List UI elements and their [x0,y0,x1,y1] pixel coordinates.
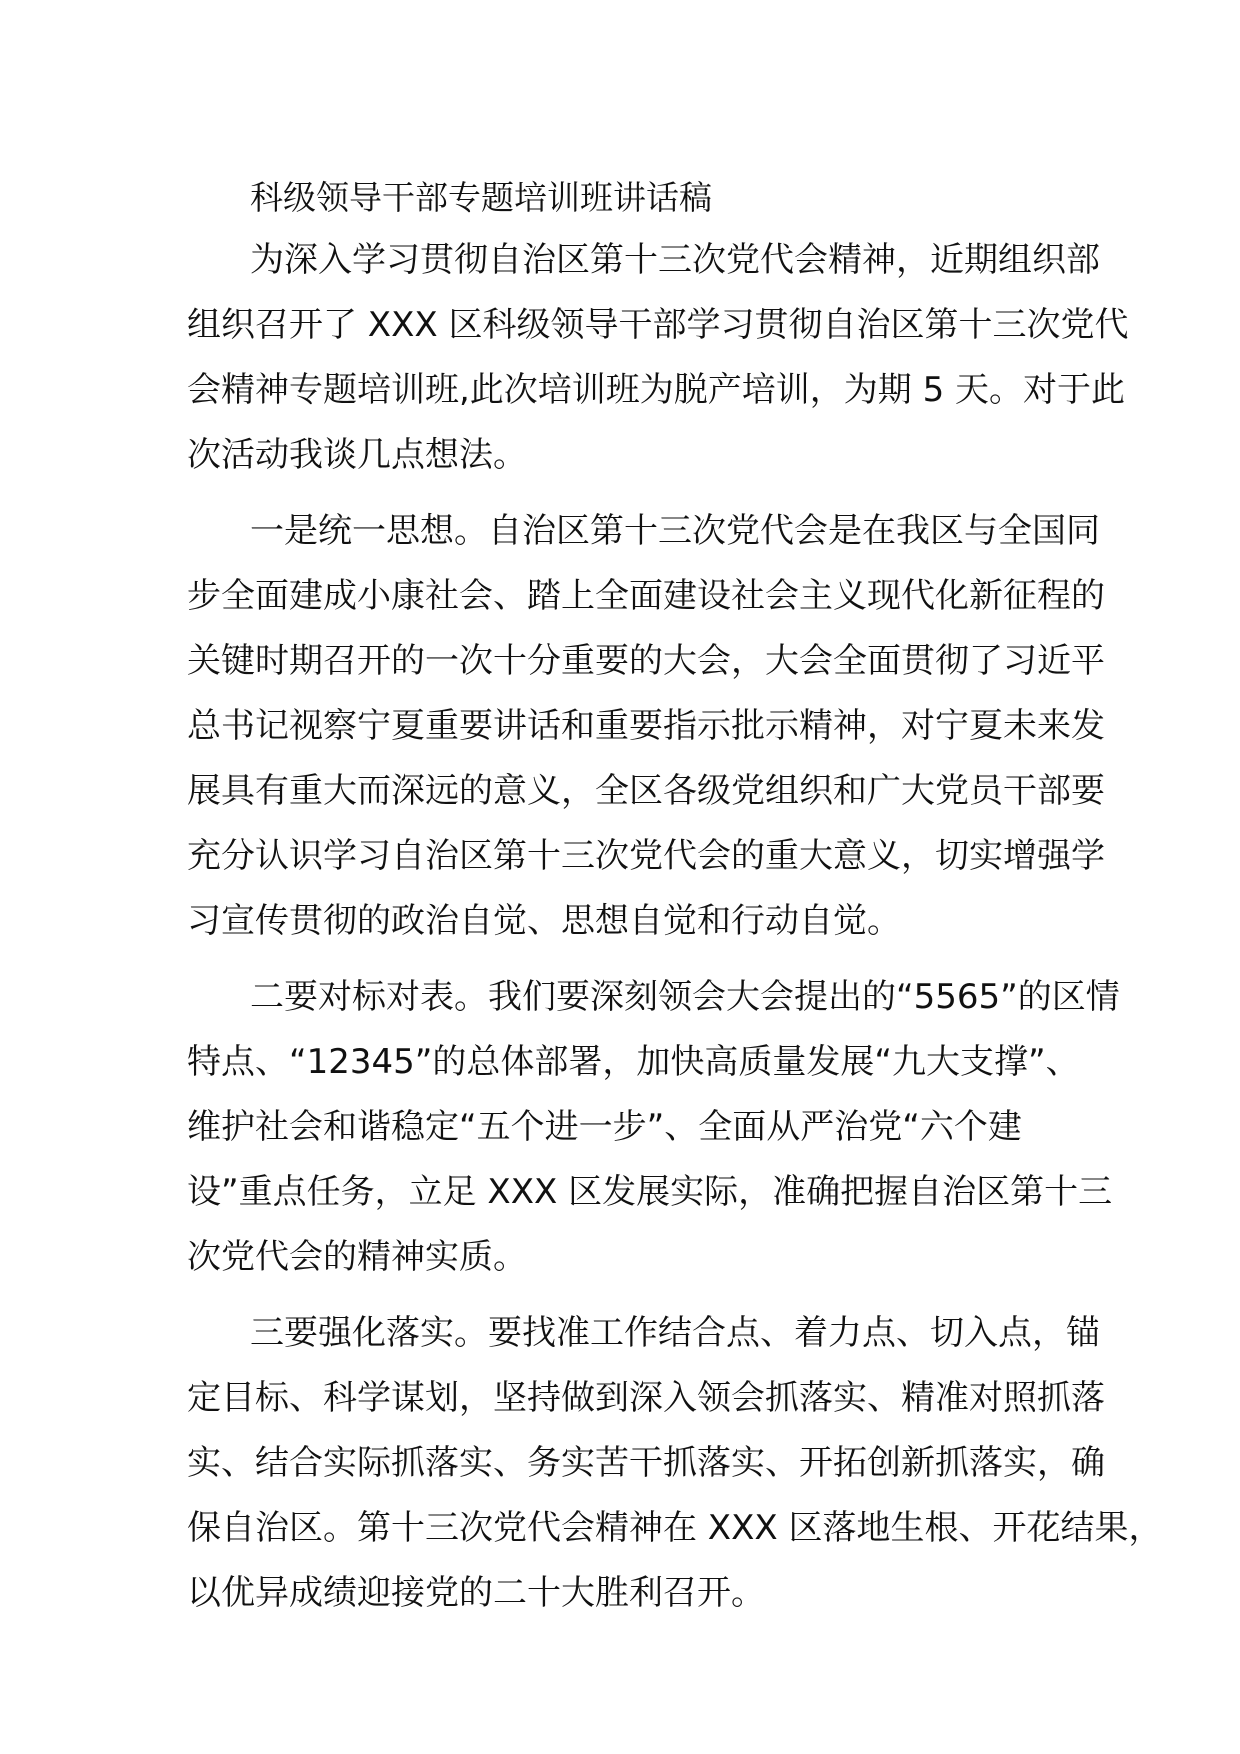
paragraph-3 [187,965,1120,1290]
paragraph-line: 充分认识学习自治区第十三次党代会的重大意义，切实增强学 [187,836,1105,876]
paragraph-line: 会精神专题培训班,此次培训班为脱产培训，为期 5 天。对于此 [187,370,1126,410]
paragraph-line: 展具有重大而深远的意义，全区各级党组织和广大党员干部要 [187,771,1105,811]
paragraph-line: 总书记视察宁夏重要讲话和重要指示批示精神，对宁夏未来发 [187,706,1105,746]
paragraph-1 [187,228,1129,488]
document-body [187,168,1163,1626]
paragraph-line: 定目标、科学谋划，坚持做到深入领会抓落实、精准对照抓落 [187,1378,1105,1418]
paragraph-line: 二要对标对表。我们要深刻领会大会提出的“5565”的区情 [250,977,1120,1017]
paragraph-line: 次党代会的精神实质。 [187,1237,527,1277]
paragraph-4 [187,1301,1163,1626]
paragraph-line: 组织召开了 XXX 区科级领导干部学习贯彻自治区第十三次党代 [187,305,1129,345]
document-title: 科级领导干部专题培训班讲话稿 [250,178,712,217]
paragraph-spacer [187,488,1067,499]
paragraph-line: 维护社会和谐稳定“五个进一步”、全面从严治党“六个建 [187,1107,1022,1147]
paragraph-spacer [187,1290,1067,1301]
paragraph-line: 设”重点任务，立足 XXX 区发展实际，准确把握自治区第十三 [187,1172,1113,1212]
paragraph-line: 特点、“12345”的总体部署，加快高质量发展“九大支撑”、 [187,1042,1080,1082]
paragraph-line: 以优异成绩迎接党的二十大胜利召开。 [187,1573,765,1613]
paragraph-line: 保自治区。第十三次党代会精神在 XXX 区落地生根、开花结果， [187,1508,1163,1548]
paragraph-line: 关键时期召开的一次十分重要的大会，大会全面贯彻了习近平 [187,641,1105,681]
paragraph-line: 三要强化落实。要找准工作结合点、着力点、切入点，锚 [250,1313,1100,1353]
paragraph-line: 为深入学习贯彻自治区第十三次党代会精神，近期组织部 [250,240,1100,280]
paragraph-line: 次活动我谈几点想法。 [187,435,527,475]
paragraph-line: 步全面建成小康社会、踏上全面建设社会主义现代化新征程的 [187,576,1105,616]
paragraph-line: 实、结合实际抓落实、务实苦干抓落实、开拓创新抓落实，确 [187,1443,1105,1483]
paragraph-2 [187,499,1105,954]
paragraph-spacer [187,954,1067,965]
paragraph-line: 习宣传贯彻的政治自觉、思想自觉和行动自觉。 [187,901,901,941]
paragraph-line: 一是统一思想。自治区第十三次党代会是在我区与全国同 [250,511,1100,551]
